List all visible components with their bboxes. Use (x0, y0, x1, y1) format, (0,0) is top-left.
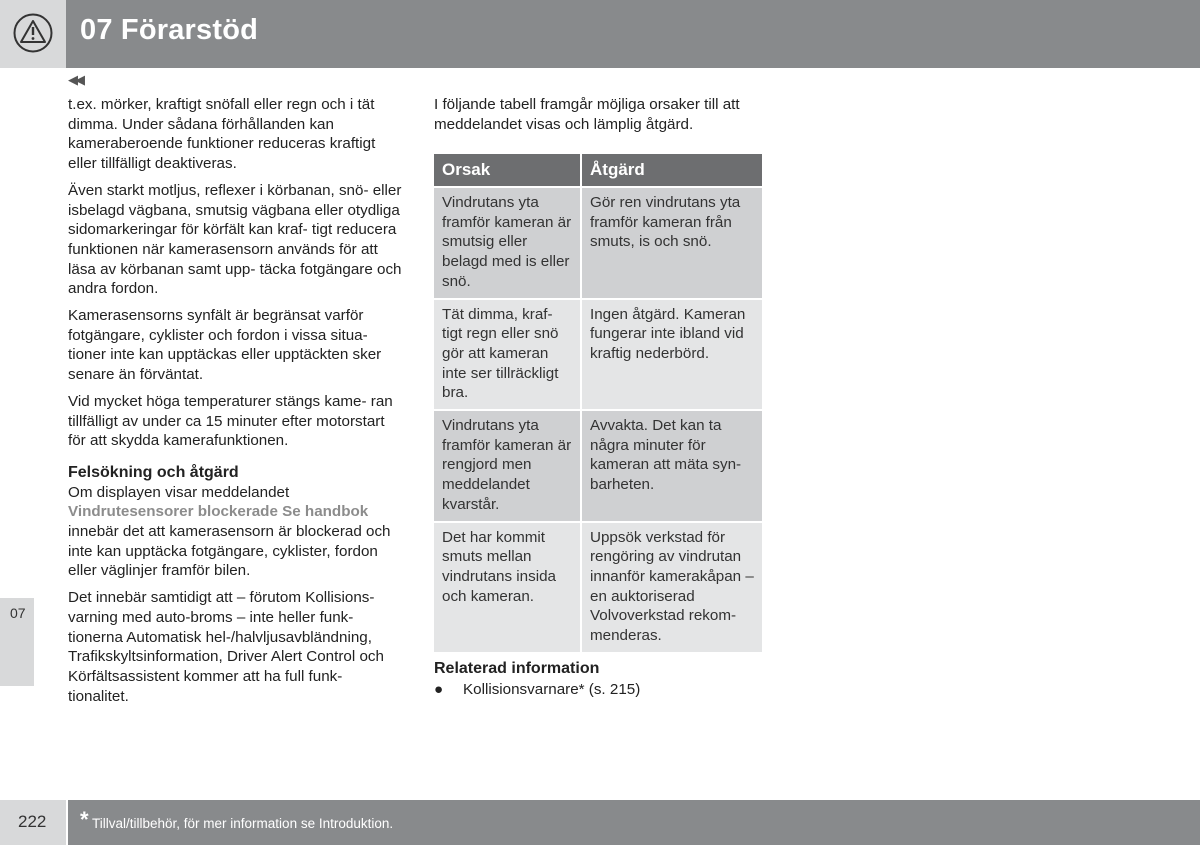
display-message: Vindrutesensorer blockerade Se handbok (68, 503, 369, 521)
page-number: 222 (18, 812, 47, 831)
cause-cell: Tät dimma, kraf- tigt regn eller snö gör att kameran inte ser tillräckligt bra. (434, 300, 580, 410)
asterisk-icon: * (80, 807, 89, 832)
back-arrows-icon[interactable]: ◀◀ (68, 72, 82, 87)
table-row (434, 411, 762, 521)
footer-note: Tillval/tillbehör, för mer information se Introduktion. (92, 816, 394, 831)
header-icon-box (0, 0, 66, 68)
footer-bar (68, 800, 1200, 845)
table-row (434, 523, 762, 652)
chapter-side-tab (0, 598, 34, 686)
cause-cell: Vindrutans yta framför kameran är smutsig eller belagd med is eller snö. (434, 188, 580, 298)
action-cell: Ingen åtgärd. Kameran fungerar inte ibland vid kraftig nederbörd. (582, 300, 762, 410)
header-action: Åtgärd (582, 154, 762, 186)
section-heading: Felsökning och åtgärd (68, 463, 239, 481)
header-cause: Orsak (434, 154, 580, 186)
left-column (68, 95, 403, 713)
final-paragraph: Det innebär samtidigt att – förutom Kollisions- varning med auto-broms – inte heller funk- tionerna Automatisk hel-/halvljusavbländning, Trafikskyltsinformation, Driver Alert Control och Körfältsassistent kommer att ha full funk- tionalitet. (68, 589, 384, 705)
table-row (434, 188, 762, 298)
paragraph-4: Vid mycket höga temperaturer stängs kame- ran tillfälligt av under ca 15 minuter efter motorstart för att skydda kamerafunktionen. (68, 392, 393, 450)
paragraph-3: Kamerasensorns synfält är begränsat varför fotgängare, cyklister och fordon i vissa situa- tioner inte kan upptäckas eller upptäckten sker senare än förväntat. (68, 307, 382, 384)
table-intro: I följande tabell framgår möjliga orsaker till att meddelandet visas och lämplig åtgärd. (434, 96, 740, 133)
warning-triangle-icon (13, 13, 53, 53)
right-column (434, 95, 769, 134)
related-item[interactable] (434, 680, 640, 700)
action-cell: Avvakta. Det kan ta några minuter för kameran att mäta syn- barheten. (582, 411, 762, 521)
bullet-icon: ● (434, 681, 444, 698)
side-tab-label: 07 (10, 605, 26, 621)
page-header (0, 0, 1200, 68)
related-heading: Relaterad information (434, 660, 600, 677)
cause-cell: Det har kommit smuts mellan vindrutans insida och kameran. (434, 523, 580, 652)
action-cell: Uppsök verkstad för rengöring av vindrutan innanför kamerakåpan – en auktoriserad Volvoverkstad rekom- menderas. (582, 523, 762, 652)
cause-cell: Vindrutans yta framför kameran är rengjord men meddelandet kvarstår. (434, 411, 580, 521)
related-link[interactable]: Kollisionsvarnare* (s. 215) (463, 681, 641, 698)
page-number-box (0, 800, 66, 845)
section-body (68, 483, 403, 582)
table-row (434, 300, 762, 410)
section-rest: innebär det att kamerasensorn är blockerad och inte kan upptäcka fotgängare, cyklister, fordon eller väglinjer framför bilen. (68, 523, 391, 580)
paragraph-1: t.ex. mörker, kraftigt snöfall eller regn och i tät dimma. Under sådana förhållanden kan kameraberoende funktioner reduceras kraftigt eller tillfälligt deaktiveras. (68, 96, 376, 173)
table-header-row (434, 154, 762, 186)
causes-table (432, 152, 764, 654)
chapter-title: 07 Förarstöd (80, 14, 259, 46)
related-list (434, 680, 640, 700)
action-cell: Gör ren vindrutans yta framför kameran från smuts, is och snö. (582, 188, 762, 298)
paragraph-2: Även starkt motljus, reflexer i körbanan, snö- eller isbelagd vägbana, smutsig vägbana eller otydliga sidomarkeringar för körfält kan kraf- tigt reducera funktionen när kamerasensorn används för att läsa av körbanan samt upp- täcka fotgängare och andra fordon. (68, 181, 402, 298)
section-intro: Om displayen visar meddelandet (68, 483, 290, 501)
